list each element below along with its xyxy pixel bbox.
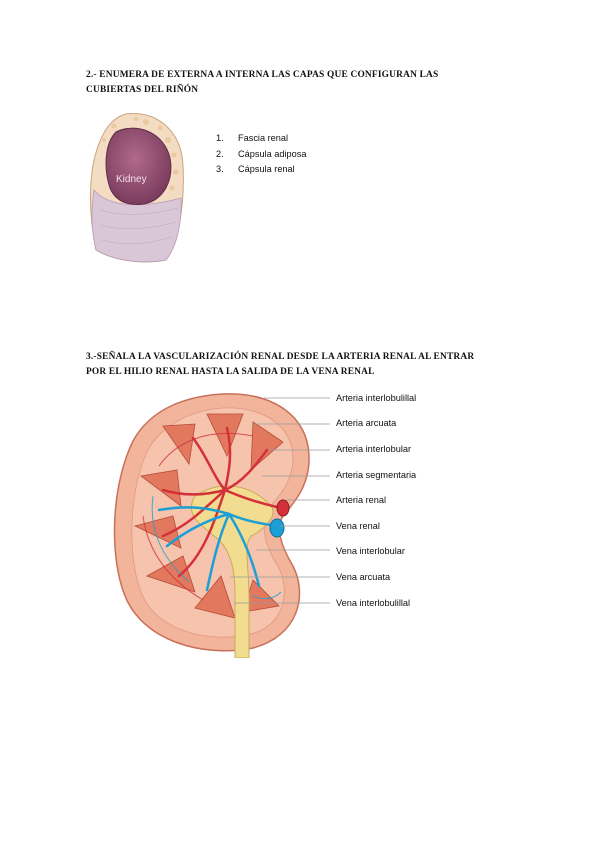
label-vena-renal: Vena renal: [336, 521, 380, 531]
label-arteria-interlobular: Arteria interlobular: [336, 444, 412, 454]
question-2-title: [86, 68, 506, 98]
layer-item: [216, 131, 306, 147]
layer-label: Cápsula adiposa: [238, 148, 307, 159]
layer-number: 2.: [216, 148, 224, 159]
label-arteria-renal: Arteria renal: [336, 495, 387, 505]
layer-number: 1.: [216, 133, 224, 143]
layer-label: Fascia renal: [238, 133, 289, 143]
layers-list: [216, 131, 306, 178]
question-2-title-line2: CUBIERTAS DEL RIÑÓN: [86, 85, 199, 95]
kidney-section-figure: [103, 386, 363, 658]
kidney-figure-label: Kidney: [116, 174, 147, 185]
question-2-title-line1: 2.- ENUMERA DE EXTERNA A INTERNA LAS CAPAS QUE CONFIGURAN LAS: [86, 70, 439, 80]
label-vena-interlobulillal: Vena interlobulillal: [336, 598, 411, 608]
question-3-title: [86, 350, 516, 380]
label-arteria-segmentaria: Arteria segmentaria: [336, 470, 417, 480]
question-3-title-line1: 3.-SEÑALA LA VASCULARIZACIÓN RENAL DESDE LA ARTERIA RENAL AL ENTRAR: [86, 352, 475, 362]
layer-number: 3.: [216, 164, 224, 174]
label-vena-arcuata: Vena arcuata: [336, 572, 391, 582]
layer-label: Cápsula renal: [238, 164, 295, 174]
layer-item: [216, 147, 306, 163]
label-arteria-interlobulillal: Arteria interlobulillal: [336, 393, 417, 403]
label-arteria-arcuata: Arteria arcuata: [336, 418, 397, 428]
kidney-layers-figure: [86, 110, 186, 264]
question-3-title-line2: POR EL HILIO RENAL HASTA LA SALIDA DE LA VENA RENAL: [86, 367, 375, 377]
layer-item: [216, 162, 306, 178]
label-vena-interlobular: Vena interlobular: [336, 546, 405, 556]
